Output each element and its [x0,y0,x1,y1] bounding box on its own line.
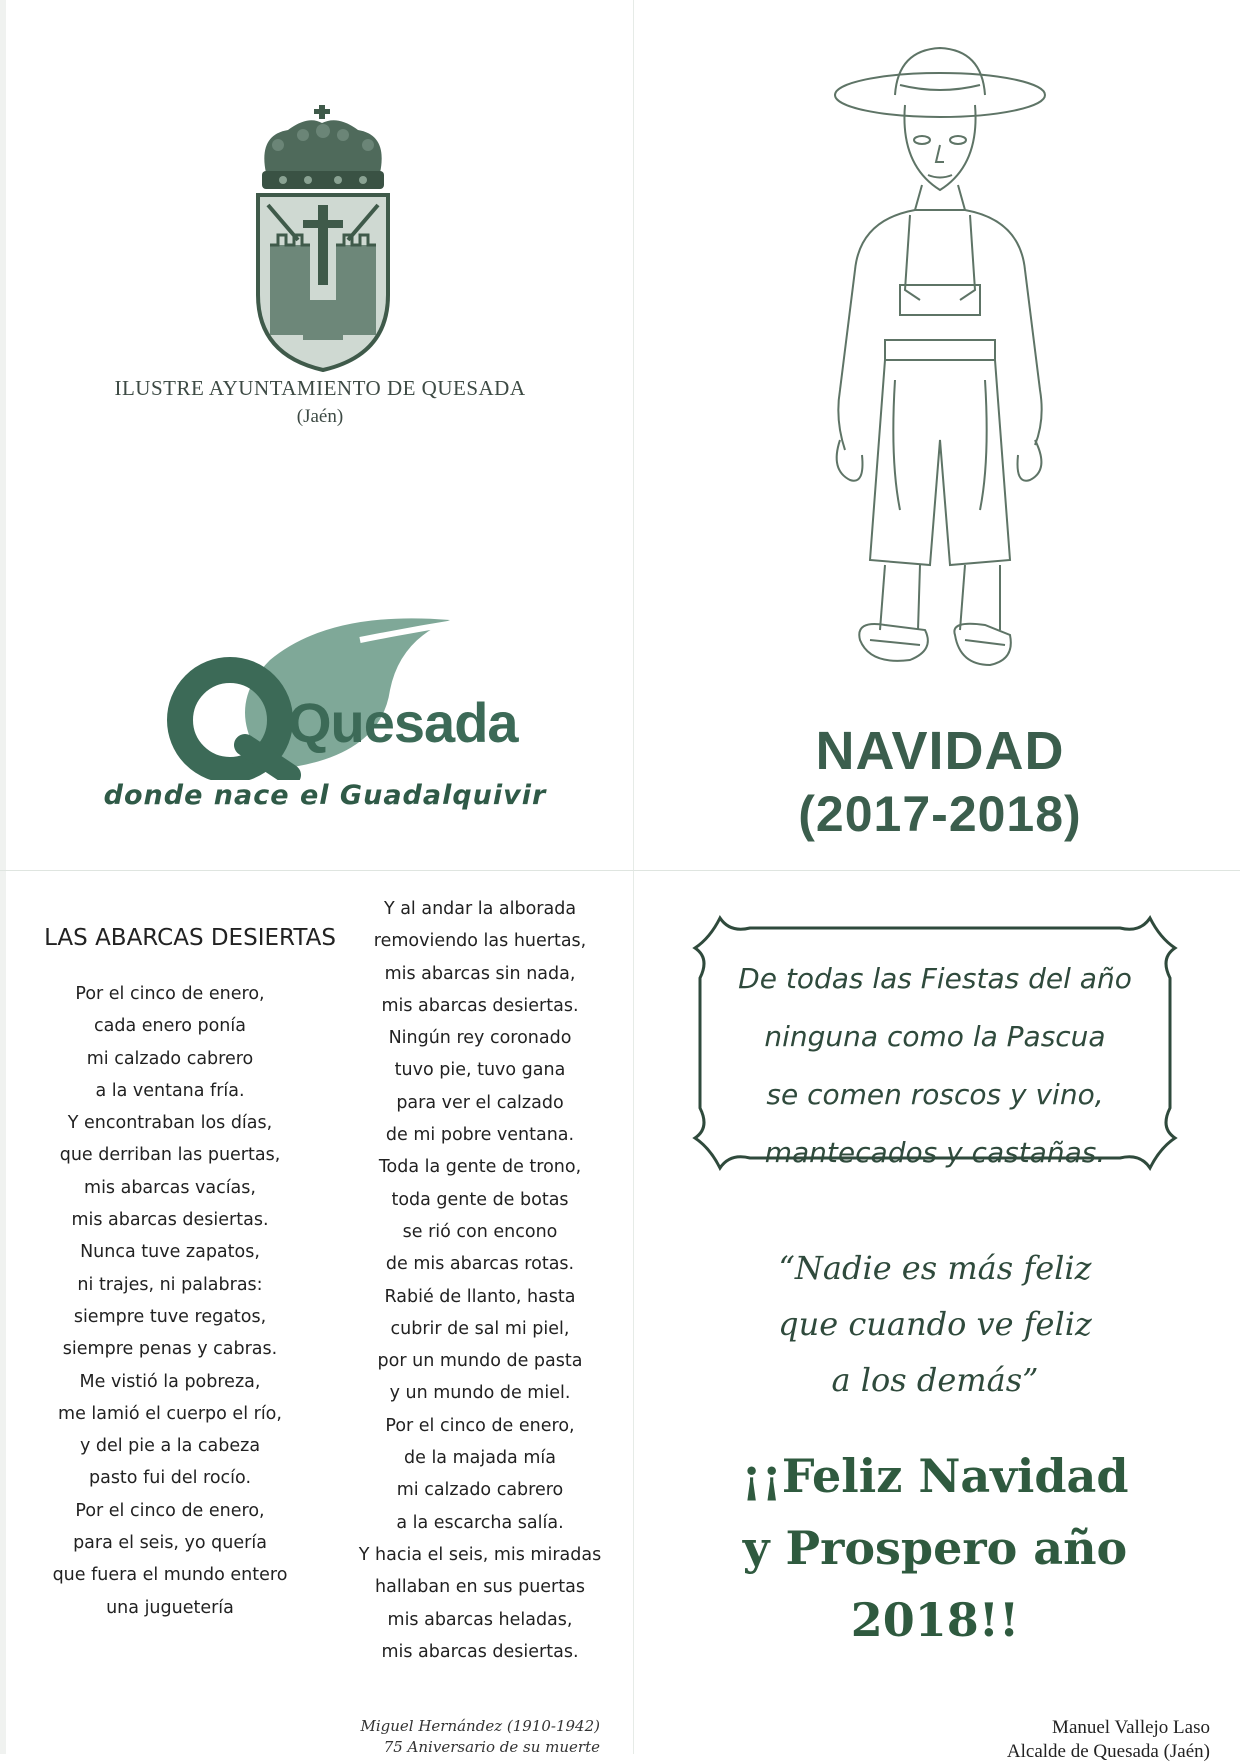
poem-line: mis abarcas desiertas. [381,1641,579,1662]
greeting-line: y Prospero año [742,1521,1128,1575]
poem-author [300,1716,600,1758]
poem-line: Toda la gente de trono, [378,1157,582,1178]
poem-line: Por el cinco de enero, [75,984,265,1004]
fold-line-horizontal [0,870,1240,871]
poem-line: hallaban en sus puertas [375,1577,585,1598]
poem-line: Y al andar la alborada [383,899,577,919]
poem-line: para el seis, yo quería [73,1533,267,1554]
poem-line: mis abarcas sin nada, [384,963,576,984]
greeting-line: ¡¡Feliz Navidad [741,1449,1129,1503]
poem-line: Ningún rey coronado [388,1028,572,1049]
verse-line: se comen roscos y vino, [766,1078,1104,1111]
navidad-years: (2017-2018) [798,786,1082,842]
quote-line: a los demás” [831,1361,1039,1399]
signer-title: Alcalde de Quesada (Jaén) [1006,1741,1210,1762]
poem-line: se rió con encono [402,1221,558,1242]
boy-drawing-icon [800,40,1080,720]
signer-block [900,1716,1210,1764]
poem-line: que derriban las puertas, [59,1145,281,1166]
poem-line: mis abarcas desiertas. [71,1210,269,1231]
poem-line: mis abarcas desiertas. [381,995,579,1016]
poem-line: pasto fui del rocío. [88,1468,252,1489]
poem-line: a la escarcha salía. [396,1512,564,1533]
poem-line: siempre penas y cabras. [62,1339,278,1360]
poem-line: cada enero ponía [94,1016,246,1037]
scan-edge [0,0,6,1754]
coat-of-arms-icon [248,105,398,385]
greeting-line: 2018!! [850,1593,1020,1647]
author-anniversary: 75 Aniversario de su muerte [383,1738,600,1756]
poem-line: removiendo las huertas, [373,931,587,952]
poem-line: ni trajes, ni palabras: [77,1274,263,1295]
poem-line: a la ventana fría. [95,1080,245,1101]
poem-title: LAS ABARCAS DESIERTAS [44,925,336,951]
poem-line: siempre tuve regatos, [73,1306,267,1327]
navidad-title: NAVIDAD [815,721,1065,781]
poem-line: cubrir de sal mi piel, [390,1318,570,1339]
poem-line: mis abarcas vacías, [84,1177,256,1198]
author-line: Miguel Hernández (1910-1942) [360,1717,600,1735]
poem-line: mi calzado cabrero [396,1480,564,1501]
christmas-greeting [690,1440,1180,1656]
poem-line: Rabié de llanto, hasta [384,1286,576,1307]
poem-line: que fuera el mundo entero [52,1565,288,1586]
verse-line: ninguna como la Pascua [764,1020,1106,1053]
poem-line: Por el cinco de enero, [75,1500,265,1521]
poem-line: de mis abarcas rotas. [385,1254,575,1275]
poem-line: me lamió el cuerpo el río, [58,1403,282,1424]
poem-line: y del pie a la cabeza [79,1436,261,1457]
pascua-verse [700,950,1170,1182]
poem-line: una juguetería [106,1597,234,1618]
council-name: ILUSTRE AYUNTAMIENTO DE QUESADA [114,376,526,400]
poem-line: por un mundo de pasta [377,1351,583,1372]
poem-line: de mi pobre ventana. [385,1125,575,1146]
quote-line: que cuando ve feliz [778,1305,1092,1343]
poem-line: mi calzado cabrero [86,1048,254,1069]
poem-column-2 [330,893,630,1668]
poem-line: de la majada mía [404,1448,556,1469]
verse-line: De todas las Fiestas del año [738,962,1132,995]
poem-line: toda gente de botas [391,1189,569,1210]
poem-line: para ver el calzado [396,1092,564,1113]
signer-name: Manuel Vallejo Laso [1052,1717,1210,1738]
tagline: donde nace el Guadalquivir [103,780,547,811]
happiness-quote [700,1240,1170,1408]
poem-line: Por el cinco de enero, [385,1415,575,1436]
poem-line: mis abarcas heladas, [387,1609,573,1630]
council-province: (Jaén) [296,406,344,427]
quote-line: “Nadie es más feliz [778,1249,1092,1287]
poem-column-1 [20,978,320,1624]
poem-line: Y hacia el seis, mis miradas [358,1544,602,1565]
poem-line: Me vistió la pobreza, [79,1371,261,1392]
logo-text: Quesada [288,691,518,754]
fold-line-vertical [633,0,634,1754]
poem-line: Nunca tuve zapatos, [80,1242,260,1263]
verse-line: mantecados y castañas. [764,1136,1106,1169]
poem-line: Y encontraban los días, [67,1113,273,1134]
poem-line: tuvo pie, tuvo gana [394,1060,566,1081]
poem-line: y un mundo de miel. [389,1383,571,1404]
